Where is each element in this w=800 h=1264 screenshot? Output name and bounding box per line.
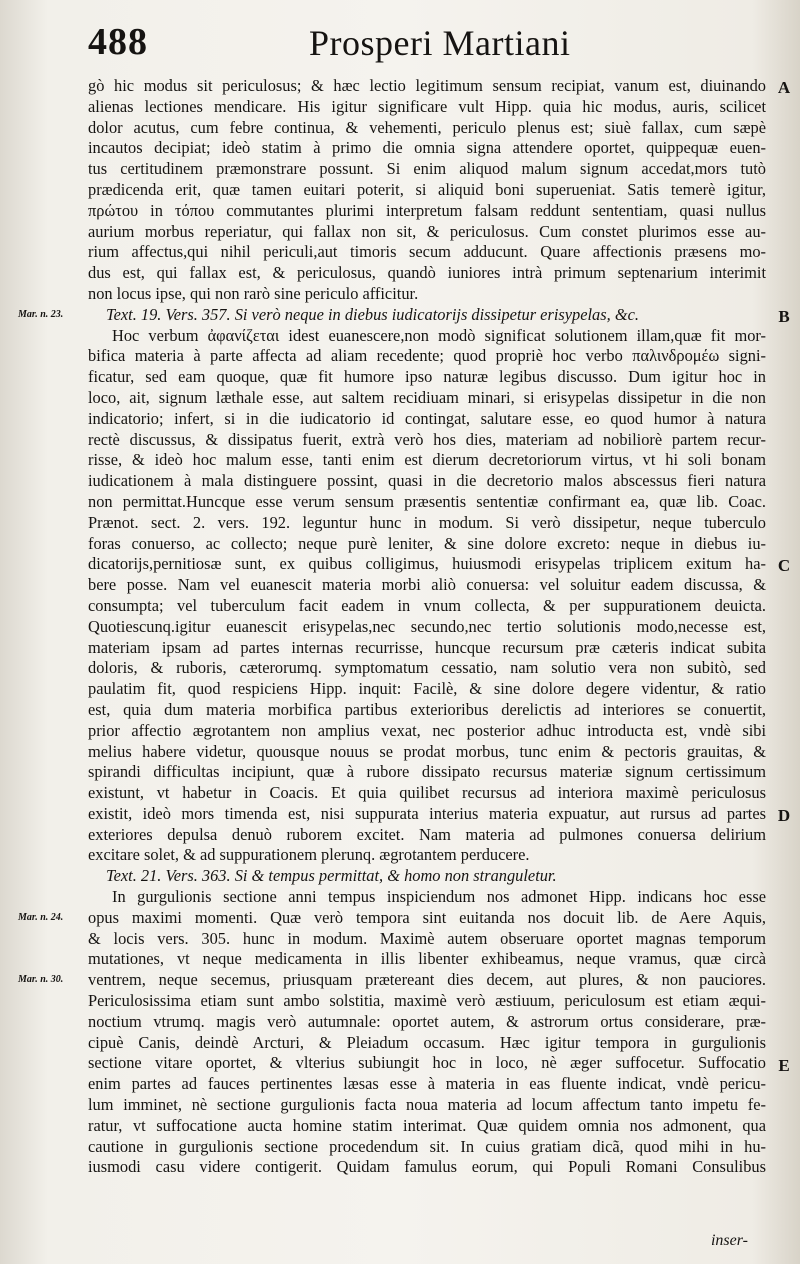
text-line: consumpta; vel tuberculum facit eadem in vnum collecta, & per suppurationem deuicta. <box>88 595 766 615</box>
margin-reference: Mar. n. 30. <box>18 974 64 986</box>
body-text <box>88 76 766 1178</box>
text-line: & locis vers. 305. hunc in modum. Maximè autem obseruare oportet magnas temporum <box>88 928 766 948</box>
text-line: spirandi difficultas incipiunt, quæ à rubore dissipato recursus materiæ signum certissimum <box>88 762 766 782</box>
text-line: tus certitudinem præmonstrare possunt. Si enim aliquod malum signum accedat,mors tutò <box>88 159 766 179</box>
text-line: gò hic modus sit periculosus; & hæc lectio legitimum sensum recipiat, vanum est, diuinando <box>88 76 766 95</box>
text-line: melius habere videtur, quousque nouus se prodat morbus, tunc enim & pectoris grauitas, & <box>88 741 766 761</box>
text-line: est, quia dum materia morbifica partibus exterioribus derelictis ad interiores se conuertit, <box>88 699 766 719</box>
text-line: excitare solet, & ad suppurationem plerunq. ægrotantem perducere. <box>88 845 530 865</box>
text-line: Periculosissima etiam sunt ambo solstitia, maximè verò æstiuum, periculosum est etiam æqui- <box>88 991 766 1011</box>
text-line: existit, ideò mors timenda est, nisi suppurata interius materia expuatur, aut rursus ad partes <box>88 803 766 823</box>
text-line: incautos decipiat; ideò statim à primo die omnia signa attendere oportet, quippequæ euen- <box>88 138 766 158</box>
text-line: paulatim fit, quod respiciens Hipp. inquit: Facilè, & sine dolore degere videntur, & ratio <box>88 679 766 699</box>
text-line: cautione in gurgulionis sectione procedendum sit. In cuius gratiam dicã, quod mihi in hu- <box>88 1136 766 1156</box>
margin-section-letter: A <box>777 78 791 97</box>
margin-section-letter: C <box>777 556 791 576</box>
text-line: rium affectus,qui nihil periculi,aut timoris secum adducunt. Quare affectionis præsens mo- <box>88 242 766 262</box>
catchword: inser- <box>710 1232 748 1249</box>
page-number: 488 <box>88 21 148 63</box>
text-line: non permittat.Huncque esse verum sensum præsentis sententiæ confirmant ea, quæ lib. Coac. <box>88 491 766 511</box>
text-line: prædicenda erit, quæ tamen euitari poterit, si aliquid boni superueniat. Satis temerè igitur, <box>88 179 766 199</box>
text-line: opus maximi momenti. Quæ verò tempora sint euitanda nos docuit lib. de Aere Aquis, <box>88 907 766 927</box>
margin-section-letter: B <box>778 306 790 326</box>
text-line: risse, & ideò hoc malum esse, tanti enim est dierum decretoriorum virtus, vt hi soli bonam <box>88 450 766 470</box>
text-line: prior affectio ægrotantem non amplius vexat, nec posterior adhuc introducta est, vndè sibi <box>88 720 766 740</box>
text-line: foras conuerso, ac collecto; neque purè leniter, & sine dolore excreto: neque in diebus iu- <box>88 533 766 553</box>
text-line: existunt, vt habetur in Coacis. Et quia quilibet recursus ad interiora maximè periculosus <box>88 783 766 803</box>
margin-section-letter: D <box>777 806 791 825</box>
text-line: lum imminet, nè sectione gurgulionis facta noua materia ad locum affectum tanto impetu fe- <box>88 1095 766 1115</box>
text-line: alienas lectiones mendicare. His igitur significare vult Hipp. quia hic modus, auris, scilicet <box>88 96 766 116</box>
text-line: iusmodi casu videre contigerit. Quidam famulus eorum, qui Populi Romani Consulibus <box>88 1157 766 1177</box>
text-line: dus est, qui fallax est, & periculosus, quandò iuniores intrà primum septenarium interimit <box>88 263 766 283</box>
text-line: iudicationem à mala distinguere possint, quasi in die decretorio malos abscessus fieri natura <box>88 471 766 491</box>
text-line: Quotiescunq.igitur euanescit erisypelas,nec secundo,nec tertio solutionis modo,necesse est, <box>88 616 766 636</box>
running-title: Prosperi Martiani <box>309 23 571 63</box>
text-line: materiam ipsam ad partes internas recurrisse, huncque recursum præ cæteris indicat subita <box>88 637 766 657</box>
text-line: loco, ait, signum læthale esse, aut saltem recidiuam minari, si erisypelas dissipetur in die non <box>88 387 766 407</box>
text-line: Prænot. sect. 2. vers. 192. leguntur hunc in modum. Si verò dissipetur, neque tuberculo <box>88 512 766 532</box>
text-line: ficatur, sed eam quoque, quæ fit humore ipso naturæ legibus discusso. Dum igitur hoc in <box>88 367 766 387</box>
text-line: dicatorijs,pernitiosæ sunt, ex quibus colligimus, huiusmodi erisypelas triplicem exitum ha- <box>88 554 766 574</box>
text-line: indicatorio; infert, si in die iudicatorio id contingat, salutare esse, eo quod humor à natura <box>88 408 766 428</box>
text-line: Hoc verbum ἀφανίζεται idest euanescere,non modò significat solutionem illam,quæ fit mor- <box>112 325 766 345</box>
text-heading: Text. 21. Vers. 363. Si & tempus permittat, & homo non stranguletur. <box>106 866 557 886</box>
text-line: doloris, & ruboris, cæterorumq. symptomatum cessatio, nam solutio vera non subitò, sed <box>88 658 766 678</box>
text-line: mutationes, vt neque medicamenta in illis libenter exhibeamus, neque vramus, quæ circà <box>88 949 766 969</box>
text-line: In gurgulionis sectione anni tempus inspiciendum nos admonet Hipp. indicans hoc esse <box>112 887 766 907</box>
text-line: bifica materia à parte affecta ad aliam recedente; quod propriè hoc verbo παλινδρομέω signi- <box>88 346 766 366</box>
text-line: dolor acutus, cum febre continua, & vehementi, periculo plenus est; siuè fallax, cum sæpè <box>88 117 766 137</box>
margin-reference: Mar. n. 24. <box>18 912 64 923</box>
text-line: sectione vitare oportet, & vlterius subiungit hoc in loco, nè æger suffocetur. Suffocatio <box>88 1053 766 1073</box>
margin-reference: Mar. n. 23. <box>18 308 64 320</box>
page-header <box>84 14 774 64</box>
text-line: enim partes ad fauces pertinentes læsas esse à materia in eas fluente indicat, vndè pericu- <box>88 1074 766 1094</box>
text-line: non locus ipse, qui non rarò sine periculo afficitur. <box>88 283 419 303</box>
text-line: ventrem, neque secemus, priusquam prætereant dies decem, aut plures, & non pauciores. <box>88 970 766 990</box>
text-line: rectè discussus, & dissipatus fuerit, extrà verò hos dies, materiam ad nobiliorè partem recur- <box>88 429 766 449</box>
text-line: cipuè Canis, deindè Arcturi, & Pleiadum occasum. Hæc igitur tempora in gurgulionis <box>88 1032 766 1052</box>
text-line: aurium morbus reperiatur, qui fallax non sit, & periculosus. Cum constet plurimos esse au- <box>88 221 766 241</box>
margin-section-letter: E <box>778 1055 790 1075</box>
text-line: ratur, vt suffocatione aucta homine statim interimat. Quæ quidem omnia nos admonent, qua <box>88 1115 766 1135</box>
text-line: noctium vtrumq. magis verò autumnale: oportet autem, & astrorum ortus considerare, præ- <box>88 1011 766 1031</box>
text-line: bere posse. Nam vel euanescit materia morbi aliò conuersa: vel soluitur eadem discussa, & <box>88 575 766 595</box>
text-heading: Text. 19. Vers. 357. Si verò neque in diebus iudicatorijs dissipetur erisypelas, &c. <box>106 304 639 324</box>
text-line: πρώτου in τόπου commutantes plurimi interpretum falsam reddunt sententiam, quasi nullus <box>88 200 766 220</box>
text-line: exteriores depulsa denuò ruborem excitet. Nam materia ad pulmones conuersa delirium <box>88 824 766 844</box>
